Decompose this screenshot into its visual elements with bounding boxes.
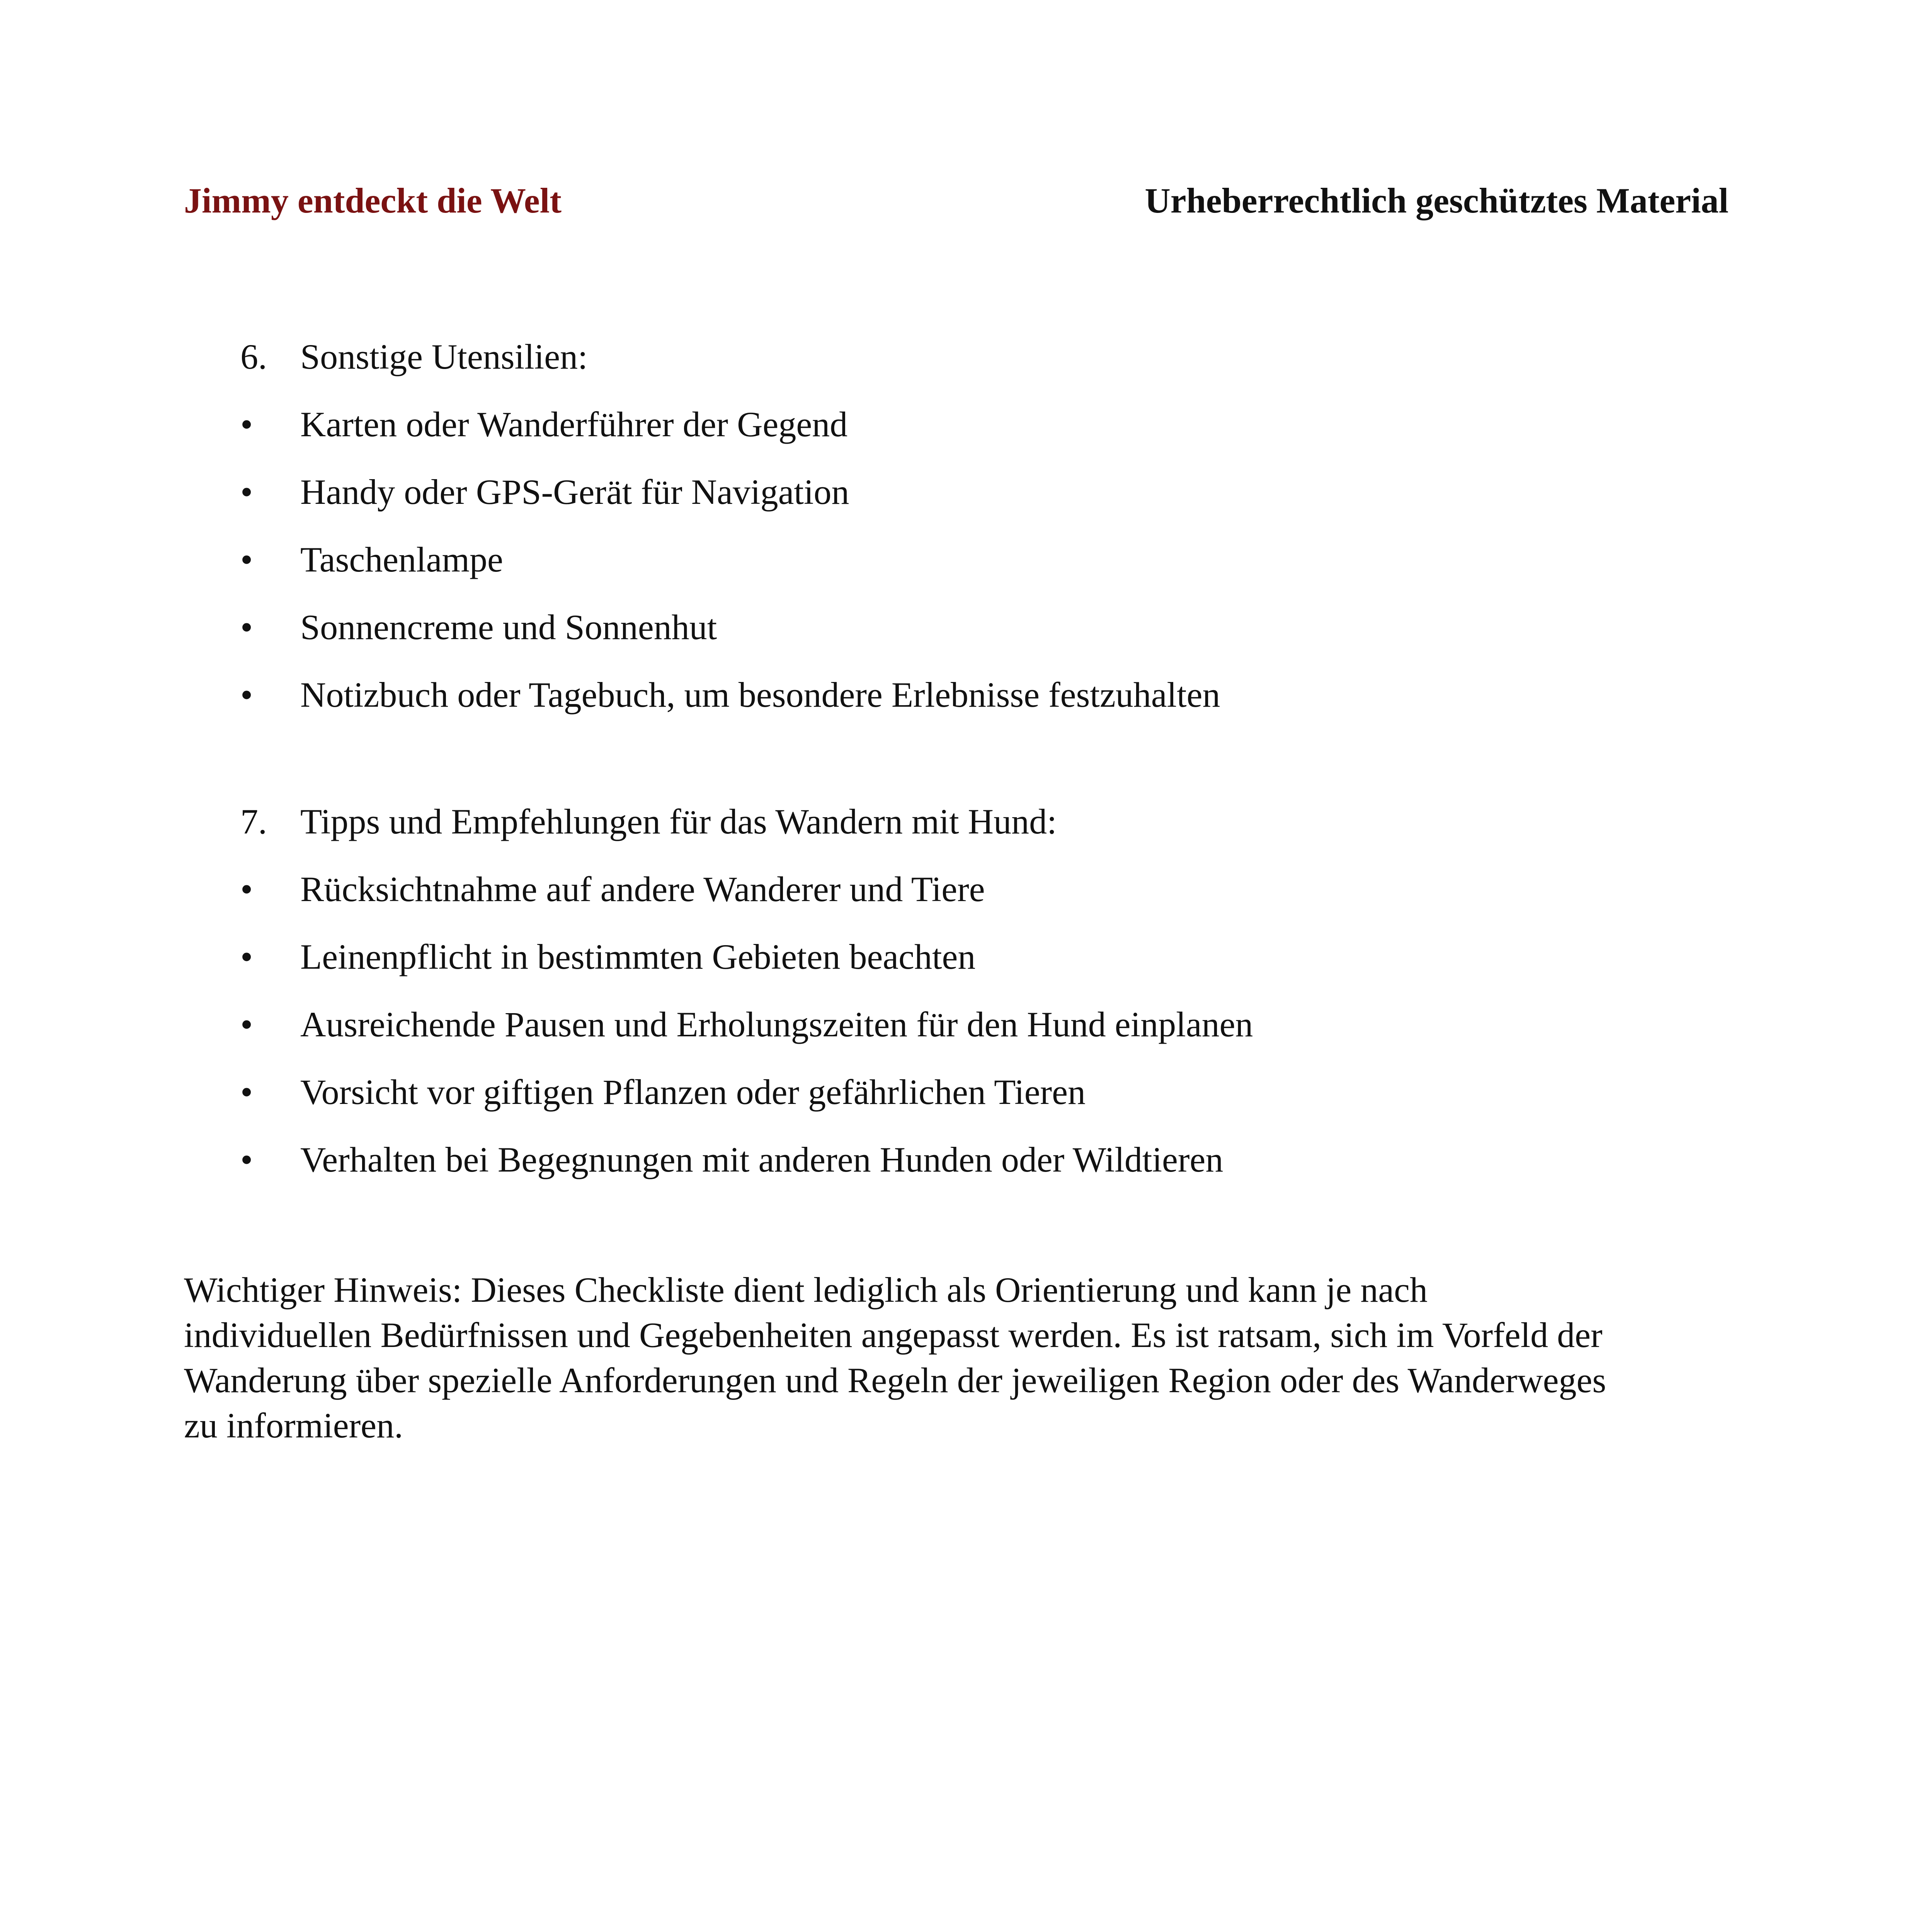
list-item-text: Ausreichende Pausen und Erholungszeiten für den Hund einplanen xyxy=(300,1005,1253,1044)
section-heading xyxy=(0,336,1916,404)
list-item xyxy=(0,1139,1916,1207)
section-number: 7. xyxy=(240,802,267,841)
note-line: Wichtiger Hinweis: Dieses Checkliste dient lediglich als Orientierung und kann je nach xyxy=(184,1270,1428,1310)
list-item xyxy=(0,404,1916,471)
section-title: Sonstige Utensilien: xyxy=(300,337,588,376)
note-line: zu informieren. xyxy=(184,1406,403,1445)
list-item xyxy=(0,869,1916,936)
bullet-icon: • xyxy=(240,1005,253,1044)
list-item-text: Sonnencreme und Sonnenhut xyxy=(300,607,717,647)
list-item-text: Taschenlampe xyxy=(300,540,503,579)
bullet-icon: • xyxy=(240,405,253,444)
list-item xyxy=(0,539,1916,607)
section-heading xyxy=(0,801,1916,869)
header-book-title: Jimmy entdeckt die Welt xyxy=(184,181,562,220)
list-item xyxy=(0,1071,1916,1139)
bullet-icon: • xyxy=(240,869,253,909)
list-item xyxy=(0,936,1916,1004)
bullet-icon: • xyxy=(240,1140,253,1179)
list-item xyxy=(0,1004,1916,1071)
list-item xyxy=(0,607,1916,674)
bullet-icon: • xyxy=(240,540,253,579)
list-item-text: Handy oder GPS-Gerät für Navigation xyxy=(300,472,849,512)
list-item-text: Verhalten bei Begegnungen mit anderen Hunden oder Wildtieren xyxy=(300,1140,1223,1179)
note-line: Wanderung über spezielle Anforderungen und Regeln der jeweiligen Region oder des Wanderweges xyxy=(184,1361,1606,1400)
bullet-icon: • xyxy=(240,607,253,647)
list-item-text: Notizbuch oder Tagebuch, um besondere Erlebnisse festzuhalten xyxy=(300,675,1220,714)
list-item-text: Karten oder Wanderführer der Gegend xyxy=(300,405,848,444)
bullet-icon: • xyxy=(240,675,253,714)
header-copyright-notice: Urheberrechtlich geschütztes Material xyxy=(1145,181,1729,220)
section-title: Tipps und Empfehlungen für das Wandern mit Hund: xyxy=(300,802,1057,841)
list-item xyxy=(0,674,1916,742)
list-item-text: Leinenpflicht in bestimmten Gebieten beachten xyxy=(300,937,976,976)
section-number: 6. xyxy=(240,337,267,376)
important-note xyxy=(184,1267,1734,1448)
bullet-icon: • xyxy=(240,1072,253,1112)
list-item-text: Rücksichtnahme auf andere Wanderer und Tiere xyxy=(300,869,985,909)
note-line: individuellen Bedürfnissen und Gegebenheiten angepasst werden. Es ist ratsam, sich im Vorfeld der xyxy=(184,1315,1603,1355)
section-tipps-empfehlungen xyxy=(0,801,1916,1207)
list-item xyxy=(0,471,1916,539)
list-item-text: Vorsicht vor giftigen Pflanzen oder gefährlichen Tieren xyxy=(300,1072,1086,1112)
bullet-icon: • xyxy=(240,472,253,512)
bullet-icon: • xyxy=(240,937,253,976)
section-sonstige-utensilien xyxy=(0,336,1916,742)
